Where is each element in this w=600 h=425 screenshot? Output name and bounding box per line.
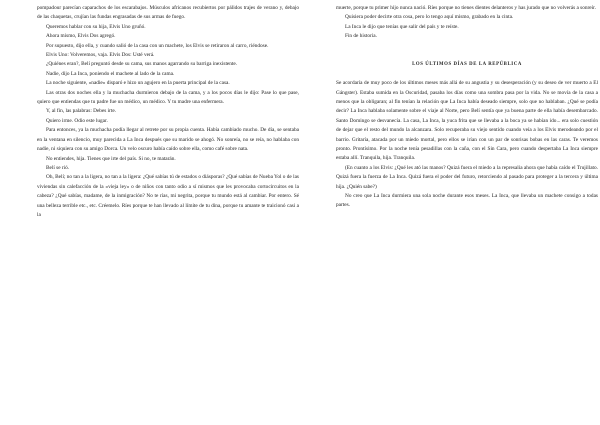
left-paragraph: Para entonces, ya la muchacha podía llegar al retrete por su propia cuenta. Había cambiado mucho. De día, se sentaba en la ventana en silencio, muy parecida a La Inca después que su marido se ahogó. No sonreía, no se reía, no hablaba con nadie, ni siquiera con su amigo Dorca. Un velo oscuro había caído sobre ella, como café sobre nata. [37,127,299,153]
right-page [336,4,598,211]
right-paragraph: Se acordaría de muy poco de los últimos meses más allá de su angustia y su desesperación (y su deseo de ver muerto a El Gángster). Estaba sumida en la Oscuridad, pasaba los días como una sombra pasa por la vida. No se movía de la casa a menos que la obligaran; al fin tenían la relación que La Inca había deseado siempre, solo que no hablaban. ¿Qué se podía decir? La Inca hablaba solamente sobre el viaje al Norte, pero Belí sentía que ya buena parte de ella había desembarcado. Santo Domingo se desvanecía. La casa, La Inca, la yuca frita que se llevaba a la boca ya se habían ido... era solo cuestión de dejar que el resto del mundo la alcanzara. Solo recuperaba su viejo sentido cuando veía a los Elvis merodeando por el barrio. Gritaría, atacada por un miedo mortal, pero ellos se irían con un par de sonrisas bobas en las caras. Te veremos pronto. Prontísimo. Por la noche tenía pesadillas con la caña, con el Sin Cara, pero cuando despertaba La Inca siempre estaba allí. Tranquila, hija. Tranquila. [336,80,598,162]
right-paragraph: No creo que La Inca durmiera una sola noche durante esos meses. La Inca, que llevaba un machete consigo a todas partes. [336,193,598,209]
right-paragraph: Quisiera poder decirte otra cosa, pero lo tengo aquí mismo, grabado en la cinta. [345,14,514,21]
left-paragraph: Queremos hablar con su hija, Elvis Uno gruñó. [46,23,146,30]
left-paragraph: Nadie, dijo La Inca, poniendo el machete al lado de la cama. [46,70,175,77]
left-paragraph: Quiero irme. Odio este lugar. [46,117,108,124]
left-paragraph: Las otras dos noches ella y la muchacha durmieron debajo de la cama, y a los pocos días le dijo: Pase lo que pase, quiero que entiendas que tu padre fue un médico, un médico. Y tu madre una enfermera. [37,89,299,106]
left-paragraph: Belí se rió. [46,164,70,171]
left-paragraph: Y, al fin, las palabras: Debes irte. [46,108,117,115]
left-paragraph: ¿Quiénes eran?, Belí preguntó desde su cama, sus manos agarrando su barriga inexistente. [46,61,238,68]
right-paragraph: (En cuanto a los Elvis: ¿Qué les ató las manos? Quizá fuera el miedo a la represalia ahora que había caído el Trujillato. Quizá fuera la fuerza de La Inca. Quizá fuera el poder del futuro, retorciendo al pasado para proteger a la tercera y última hija. ¿Quién sabe?) [336,164,598,190]
left-paragraph: Oh, Belí; no tan a la ligera, no tan a la ligera: ¿Qué sabías tú de estados o diásporas? ¿Qué sabías de Nueba Yol o de las viviendas sin calefacción de la «vieja ley» o de niños con tanto odio a sí mismos que les provocaba cortocircuitos en la cabeza? ¿Qué sabías, madame, de la inmigración? No te rías, mi negrita, porque tu mundo está al cambiar. Por entero. Sé una belleza terrible etc., etc. Créemelo. Ríes porque te han llevado al límite de tu dina, porque tu amante te traicionó casi a la [37,174,299,218]
left-paragraph: La noche siguiente, «nadie» disparó e hizo un agujero en la puerta principal de la casa. [46,80,230,87]
right-paragraph: Fin de historia. [345,33,377,40]
left-paragraph: Elvis Uno: Volveremos, vaja. Elvis Dos: Usté verá. [46,52,155,59]
left-paragraph: Ahora mismo, Elvis Dos agregó. [46,33,116,40]
left-paragraph: Por supuesto, dijo ella, y cuando salió de la casa con un machete, los Elvis se retiraron al carro, riéndose. [46,42,269,49]
left-page [37,4,299,220]
right-paragraph: La Inca le dijo que tenías que salir del país y te reíste. [345,23,459,30]
right-paragraph: muerte, porque tu primer hijo nunca nació. Ríes porque no tienes dientes delanteros y has jurado que no volverás a sonreír. [336,5,596,11]
section-title: LOS ÚLTIMOS DÍAS DE LA REPÚBLICA [412,62,522,68]
left-paragraph: No entiendes, hija. Tienes que irte del país. Si no, te matarán. [46,155,176,162]
left-paragraph: pompadour parecían caparachos de los escarabajos. Músculos africanos recubiertos por pálidos trajes de verano y, debajo de las chaquetas, crujían las fundas engrasadas de sus armas de fuego. [37,5,299,21]
